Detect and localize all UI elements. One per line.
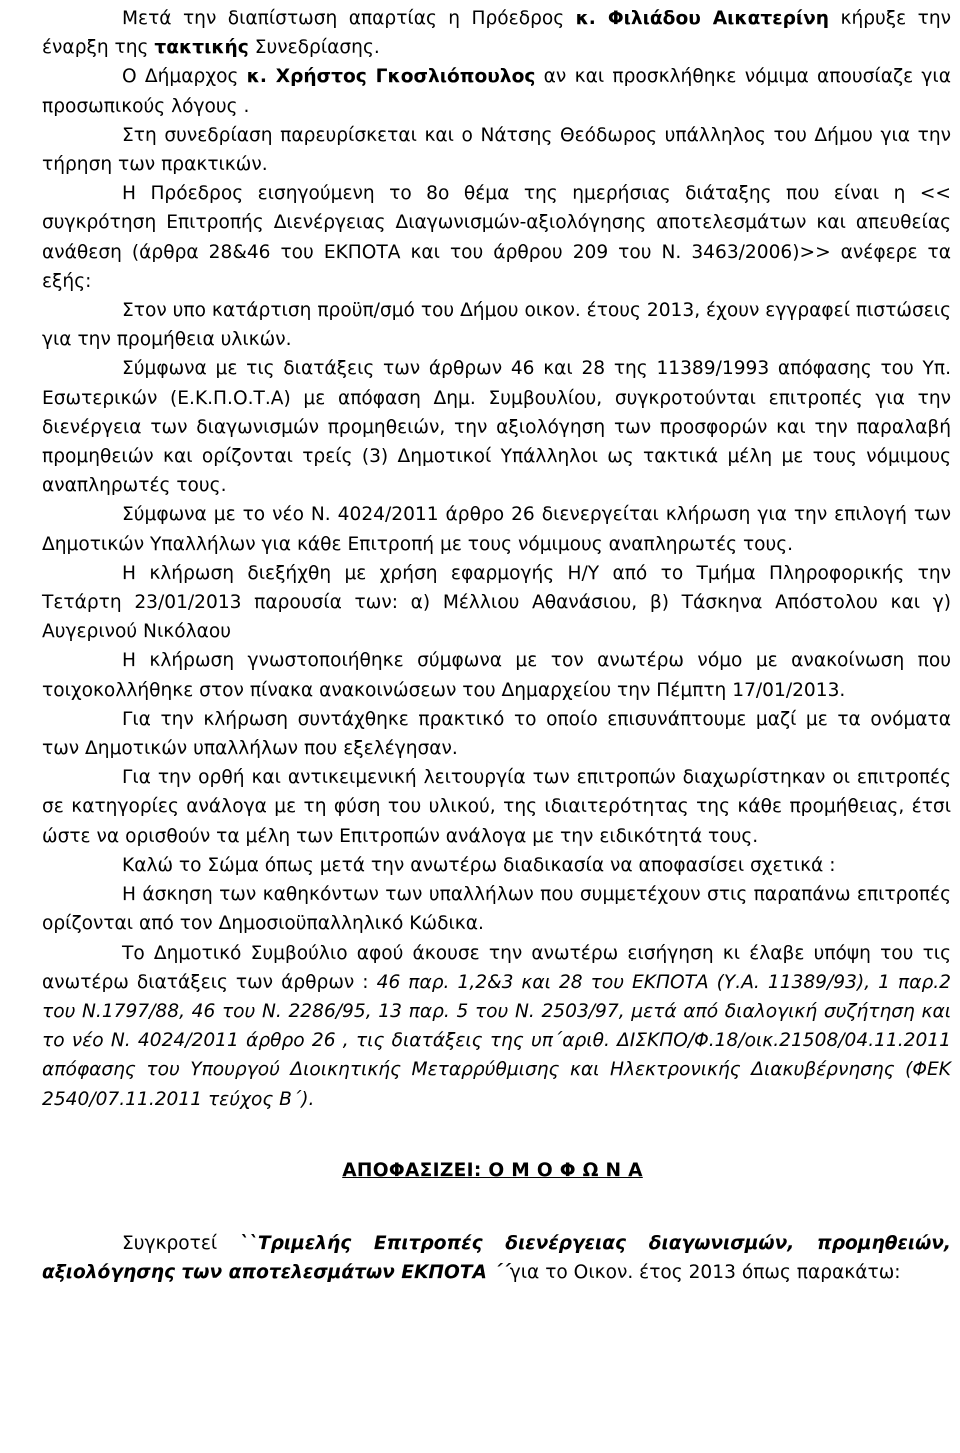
document-body [42, 4, 951, 1114]
body-paragraph [42, 500, 951, 558]
body-paragraph [42, 705, 951, 763]
text-run: κήρυξε την έναρξη της [42, 8, 951, 59]
closing-paragraph [42, 1229, 951, 1287]
text-run: Η άσκηση των καθηκόντων των υπαλλήλων που συμμετέχουν στις παραπάνω επιτροπές ορίζονται από τον Δημοσιοϋπαλληλικό Κώδικα. [42, 884, 951, 935]
decision-heading: ΑΠΟΦΑΣΙΖΕΙ: Ο Μ Ο Φ Ω Ν Α [342, 1159, 643, 1181]
text-run: Η κλήρωση διεξήχθη με χρήση εφαρμογής Η/Υ από το Τμήμα Πληροφορικής την Τετάρτη 23/01/2013 παρουσία των: α) Μέλλιου Αθανάσιου, β) Τάσκηνα Απόστολου και γ) Αυγερινού Νικόλαου [42, 562, 951, 643]
text-run: Το Δημοτικό Συμβούλιο αφού άκουσε την ανωτέρω εισήγηση κι έλαβε υπόψη του τις ανωτέρω διατάξεις των άρθρων : [42, 942, 951, 993]
text-run: Στη συνεδρίαση παρευρίσκεται και ο Νάτσης Θεόδωρος υπάλληλος του Δήμου για την τήρηση των πρακτικών. [42, 124, 951, 176]
text-run: τακτικής [154, 37, 249, 59]
text-run: Στον υπο κατάρτιση προϋπ/σμό του Δήμου οικον. έτους 2013, έχουν εγγραφεί πιστώσεις για την προμήθεια υλικών. [42, 300, 951, 351]
body-paragraph [42, 763, 951, 851]
body-paragraph [42, 4, 951, 62]
body-paragraph [42, 354, 951, 500]
body-paragraph [42, 939, 951, 1114]
text-run: Για την ορθή και αντικειμενική λειτουργία των επιτροπών διαχωρίστηκαν οι επιτροπές σε κατηγορίες ανάλογα με τη φύση του υλικού, της ιδιαιτερότητας της κάθε προμήθειας, έτσι ώστε να ορισθούν τα μέλη των Επιτροπών ανάλογα με την ειδικότητά τους. [42, 767, 951, 847]
text-run: κ. Φιλιάδου Αικατερίνη [575, 8, 830, 29]
body-paragraph [42, 646, 951, 704]
text-run: κ. Χρήστος Γκοσλιόπουλος [246, 66, 536, 88]
body-paragraph [42, 880, 951, 938]
body-paragraph [42, 62, 951, 120]
text-run: Συνεδρίασης. [248, 37, 380, 59]
body-paragraph [42, 851, 951, 880]
text-run: Σύμφωνα με το νέο Ν. 4024/2011 άρθρο 26 διενεργείται κλήρωση για την επιλογή των Δημοτικών Υπαλλήλων για κάθε Επιτροπή με τους νόμιμους αναπληρωτές τους. [42, 504, 951, 555]
text-run: ``Τριμελής Επιτροπές διενέργειας διαγωνισμών, προμηθειών, αξιολόγησης των αποτελεσμάτων ΕΚΠΟΤΑ ΄΄ [42, 1232, 951, 1284]
text-run: Η Πρόεδρος εισηγούμενη το 8ο θέμα της ημερήσιας διάταξης που είναι η << συγκρότηση Επιτροπής Διενέργειας Διαγωνισμών-αξιολόγησης αποτελεσμάτων και απευθείας ανάθεση (άρθρα 28&46 του ΕΚΠΟΤΑ και του άρθρου 209 του Ν. 3463/2006)>> ανέφερε τα εξής: [42, 183, 951, 292]
body-paragraph [42, 559, 951, 647]
body-paragraph [42, 296, 951, 354]
text-run: Καλώ το Σώμα όπως μετά την ανωτέρω διαδικασία να αποφασίσει σχετικά : [122, 854, 836, 876]
text-run: 46 παρ. 1,2&3 και 28 του ΕΚΠΟΤΑ (Υ.Α. 11389/93), 1 παρ.2 του Ν.1797/88, 46 του Ν. 2286/95, 13 παρ. 5 του Ν. 2503/97, μετά από διαλογική συζήτηση και το νέο Ν. 4024/2011 άρθρο 26 , τις διατάξεις της υπ΄αριθ. ΔΙΣΚΠΟ/Φ.18/οικ.21508/04.11.2011 απόφασης του Υπουργού Διοικητικής Μεταρρύθμισης και Ηλεκτρονικής Διακυβέρνησης (ΦΕΚ 2540/07.11.2011 τεύχος Β΄). [42, 971, 951, 1110]
decision-heading-wrap [42, 1156, 951, 1185]
body-paragraph [42, 179, 951, 296]
text-run: Ο Δήμαρχος [122, 66, 247, 88]
text-run: Για την κλήρωση συντάχθηκε πρακτικό το οποίο επισυνάπτουμε μαζί με τα ονόματα των Δημοτικών υπαλλήλων που εξελέγησαν. [42, 708, 951, 760]
body-paragraph [42, 121, 951, 179]
text-run: Σύμφωνα με τις διατάξεις των άρθρων 46 και 28 της 11389/1993 απόφασης του Υπ. Εσωτερικών (Ε.Κ.Π.Ο.Τ.Α) με απόφαση Δημ. Συμβουλίου, συγκροτούνται επιτροπές για την διενέργεια των διαγωνισμών προμηθειών, την αξιολόγηση των προσφορών και την παραλαβή προμηθειών και ορίζονται τρείς (3) Δημοτικοί Υπάλληλοι ως τακτικά μέλη με τους νόμιμους αναπληρωτές τους. [42, 358, 951, 497]
text-run: Μετά την διαπίστωση απαρτίας η Πρόεδρος [122, 8, 576, 29]
text-run: Συγκροτεί [122, 1232, 240, 1254]
text-run: για το Οικον. έτος 2013 όπως παρακάτω: [509, 1262, 901, 1284]
text-run: αν και προσκλήθηκε νόμιμα απουσίαζε για προσωπικούς λόγους . [42, 66, 951, 117]
text-run: Η κλήρωση γνωστοποιήθηκε σύμφωνα με τον ανωτέρω νόμο με ανακοίνωση που τοιχοκολλήθηκε στον πίνακα ανακοινώσεων του Δημαρχείου την Πέμπτη 17/01/2013. [42, 650, 951, 701]
